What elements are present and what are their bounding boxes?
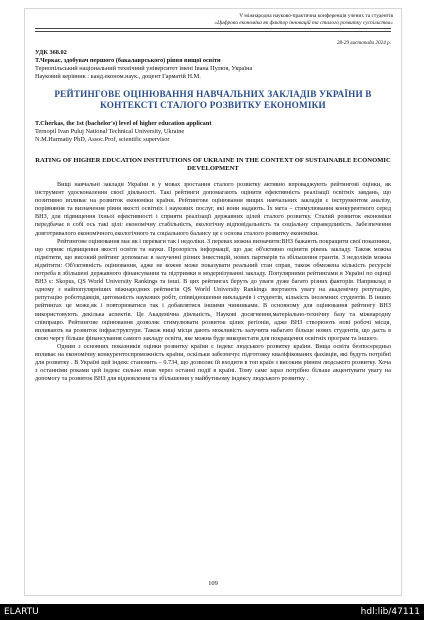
paragraph: Одним з основних показників оцінки розвитку країни є індекс людського розвитку країни. Вища освіта безпосередньо впливає на економічну конкурентоспроможність країни, оскільки забезпечує підготовку кваліфікованих фахівців, які будуть потрібні для розвитку . В Україні цей індекс становить – 0.734, що дозволяє їй входити в топ країн з високим рівнем людського розвитку. Хоча з останніми роками цей індекс сильно впав через останні події в країні. Тому саме зараз потрібно більше акцентувати увагу на допомогу та розвиток ВНЗ для відновлення та збільшення у майбутньому індексу людського розвитку . xyxy=(35,342,391,383)
page-number: 109 xyxy=(208,580,218,587)
title-en: RATING OF HIGHER EDUCATION INSTITUTIONS OF UKRAINE IN THE CONTEXT OF SUSTAINABLE ECONOMIC DEVELOPMENT xyxy=(35,157,391,172)
paragraph: Рейтингове оцінювання має як і переваги так і недоліки. З перевах можна визначити:ВНЗ бажають покращити свої показники, що сприяє підвищення якості освіти та науки. Прозорість інформації, що дає об'єктивно оцінити рівень закладу. Також можна підмітити, що високий рейтинг допомагає в залученні різних інвестицій, нових партнерів та збільшення грантів. З недоліків можна відмітити: Об'єктивність оцінювання, адже не кожне може показувати реальний стан справ, також обмежена кількість ресурсів потреба в збільшені державного фінансування та підтримки в модернізуванні закладу. Популярними рейтингами в Україні по оцінці ВНЗ є: Skopus, QS World University Rankings та інші. В цих рейтингах беруть до уваги дуже багато різних факторів. Наприклад в одному з найпопулярніших міжнародних рейтингів QS World University Rankings звертають увагу на академічну репутацію, репутацію роботодавців, цитованість наукових робіт, співвідношення викладачів і студентів, кількість іноземних студентів. В інших рейтингах це може,як і повторюватися так і добавлятися іншими чинниками. В основному для оцінювання рейтингу ВНЗ використовують декілька аспектів. Це Академічна діяльність, Наукові досягнення,матеріально-технічну базу та міжнародну співпрацю. Рейтингове оцінювання дозволяє стимулювати розвиток цілих регіонів, адже ВНЗ створюють нові робочі місця, впливають на розвиток інфраструктури. Також вищі місця дають можливість залучити набагато більше нових студентів, що дасть в свою чергу більше фінансування самого закладу освіти, яке можна буде використати для покращення освітніх програм та іншого. xyxy=(35,237,391,342)
supervisor-ua: Науковий керівник : канд.економ.наук., доцент Гарматій Н.М. xyxy=(35,73,201,80)
header-rule-top xyxy=(35,28,391,29)
supervisor-en: N.M.Harmatiy PhD, Assoc.Prof, scientific supervisor xyxy=(35,136,170,143)
author-block-ua xyxy=(35,49,391,81)
document-page xyxy=(24,8,402,596)
repository-name: ELARTU xyxy=(4,607,39,617)
author-en: T.Cherkas, the 1st (bachelor's) level of higher education applicant xyxy=(35,120,212,127)
university-ua: Тернопільський національний технічний університет імені Івана Пулюя, Україна xyxy=(35,65,253,72)
article-body xyxy=(35,181,391,383)
title-ua: РЕЙТИНГОВЕ ОЦІНЮВАННЯ НАВЧАЛЬНИХ ЗАКЛАДІВ УКРАЇНИ В КОНТЕКСТІ СТАЛОГО РОЗВИТКУ ЕКОНОМІКИ xyxy=(54,89,372,110)
author-ua: Т.Черкас, здобувач першого (бакалаврського) рівня вищої освіти xyxy=(35,57,221,64)
conference-date: 28-29 листопада 2024 р. xyxy=(336,40,391,46)
handle-link[interactable]: hdl:lib/47111 xyxy=(360,607,420,617)
repository-footer xyxy=(0,604,424,620)
conference-title: V міжнародна науково-практична конференція учених та студентів xyxy=(239,13,393,19)
header-rule-bottom xyxy=(35,31,391,32)
conference-subtitle: «Цифрова економіка як фактор інновацій та сталого розвитку суспільства» xyxy=(214,20,393,26)
udk-code: УДК 368.02 xyxy=(35,49,67,56)
paragraph: Вищі навчальні заклади України в у мовах зростання сталого розвитку активно впроваджують рейтингові оцінки, як інструмент удосконалення своєї діяльності. Такі рейтинги допомагають оцінити ефективність реалізації освітніх завдань, що позитивно впливає на розвиток економіки країни. Рейтингове оцінювання вищих навчальних закладів є інструментом аналізу, порівняння та визначення рівня якості освітніх і наукових послуг, які вони надають. Їх мета – стимулювання конкурентного серед ВНЗ, для підвищення їхньої ефективності і сприяти реалізації державних цілей сталого розвитку. Сталий розвиток економіки передбачає в собі ось такі цілі: економічну стабільність, екологічну відповідальність та соціальну справедливість. Забезпечення довготривалого економічного,екологічного та соціального балансу це є основа сталого розвитку економіки. xyxy=(35,181,391,237)
university-en: Ternopil Ivan Puluj National Technical University, Ukraine xyxy=(35,128,185,135)
conference-header xyxy=(33,13,393,27)
author-block-en xyxy=(35,120,391,144)
